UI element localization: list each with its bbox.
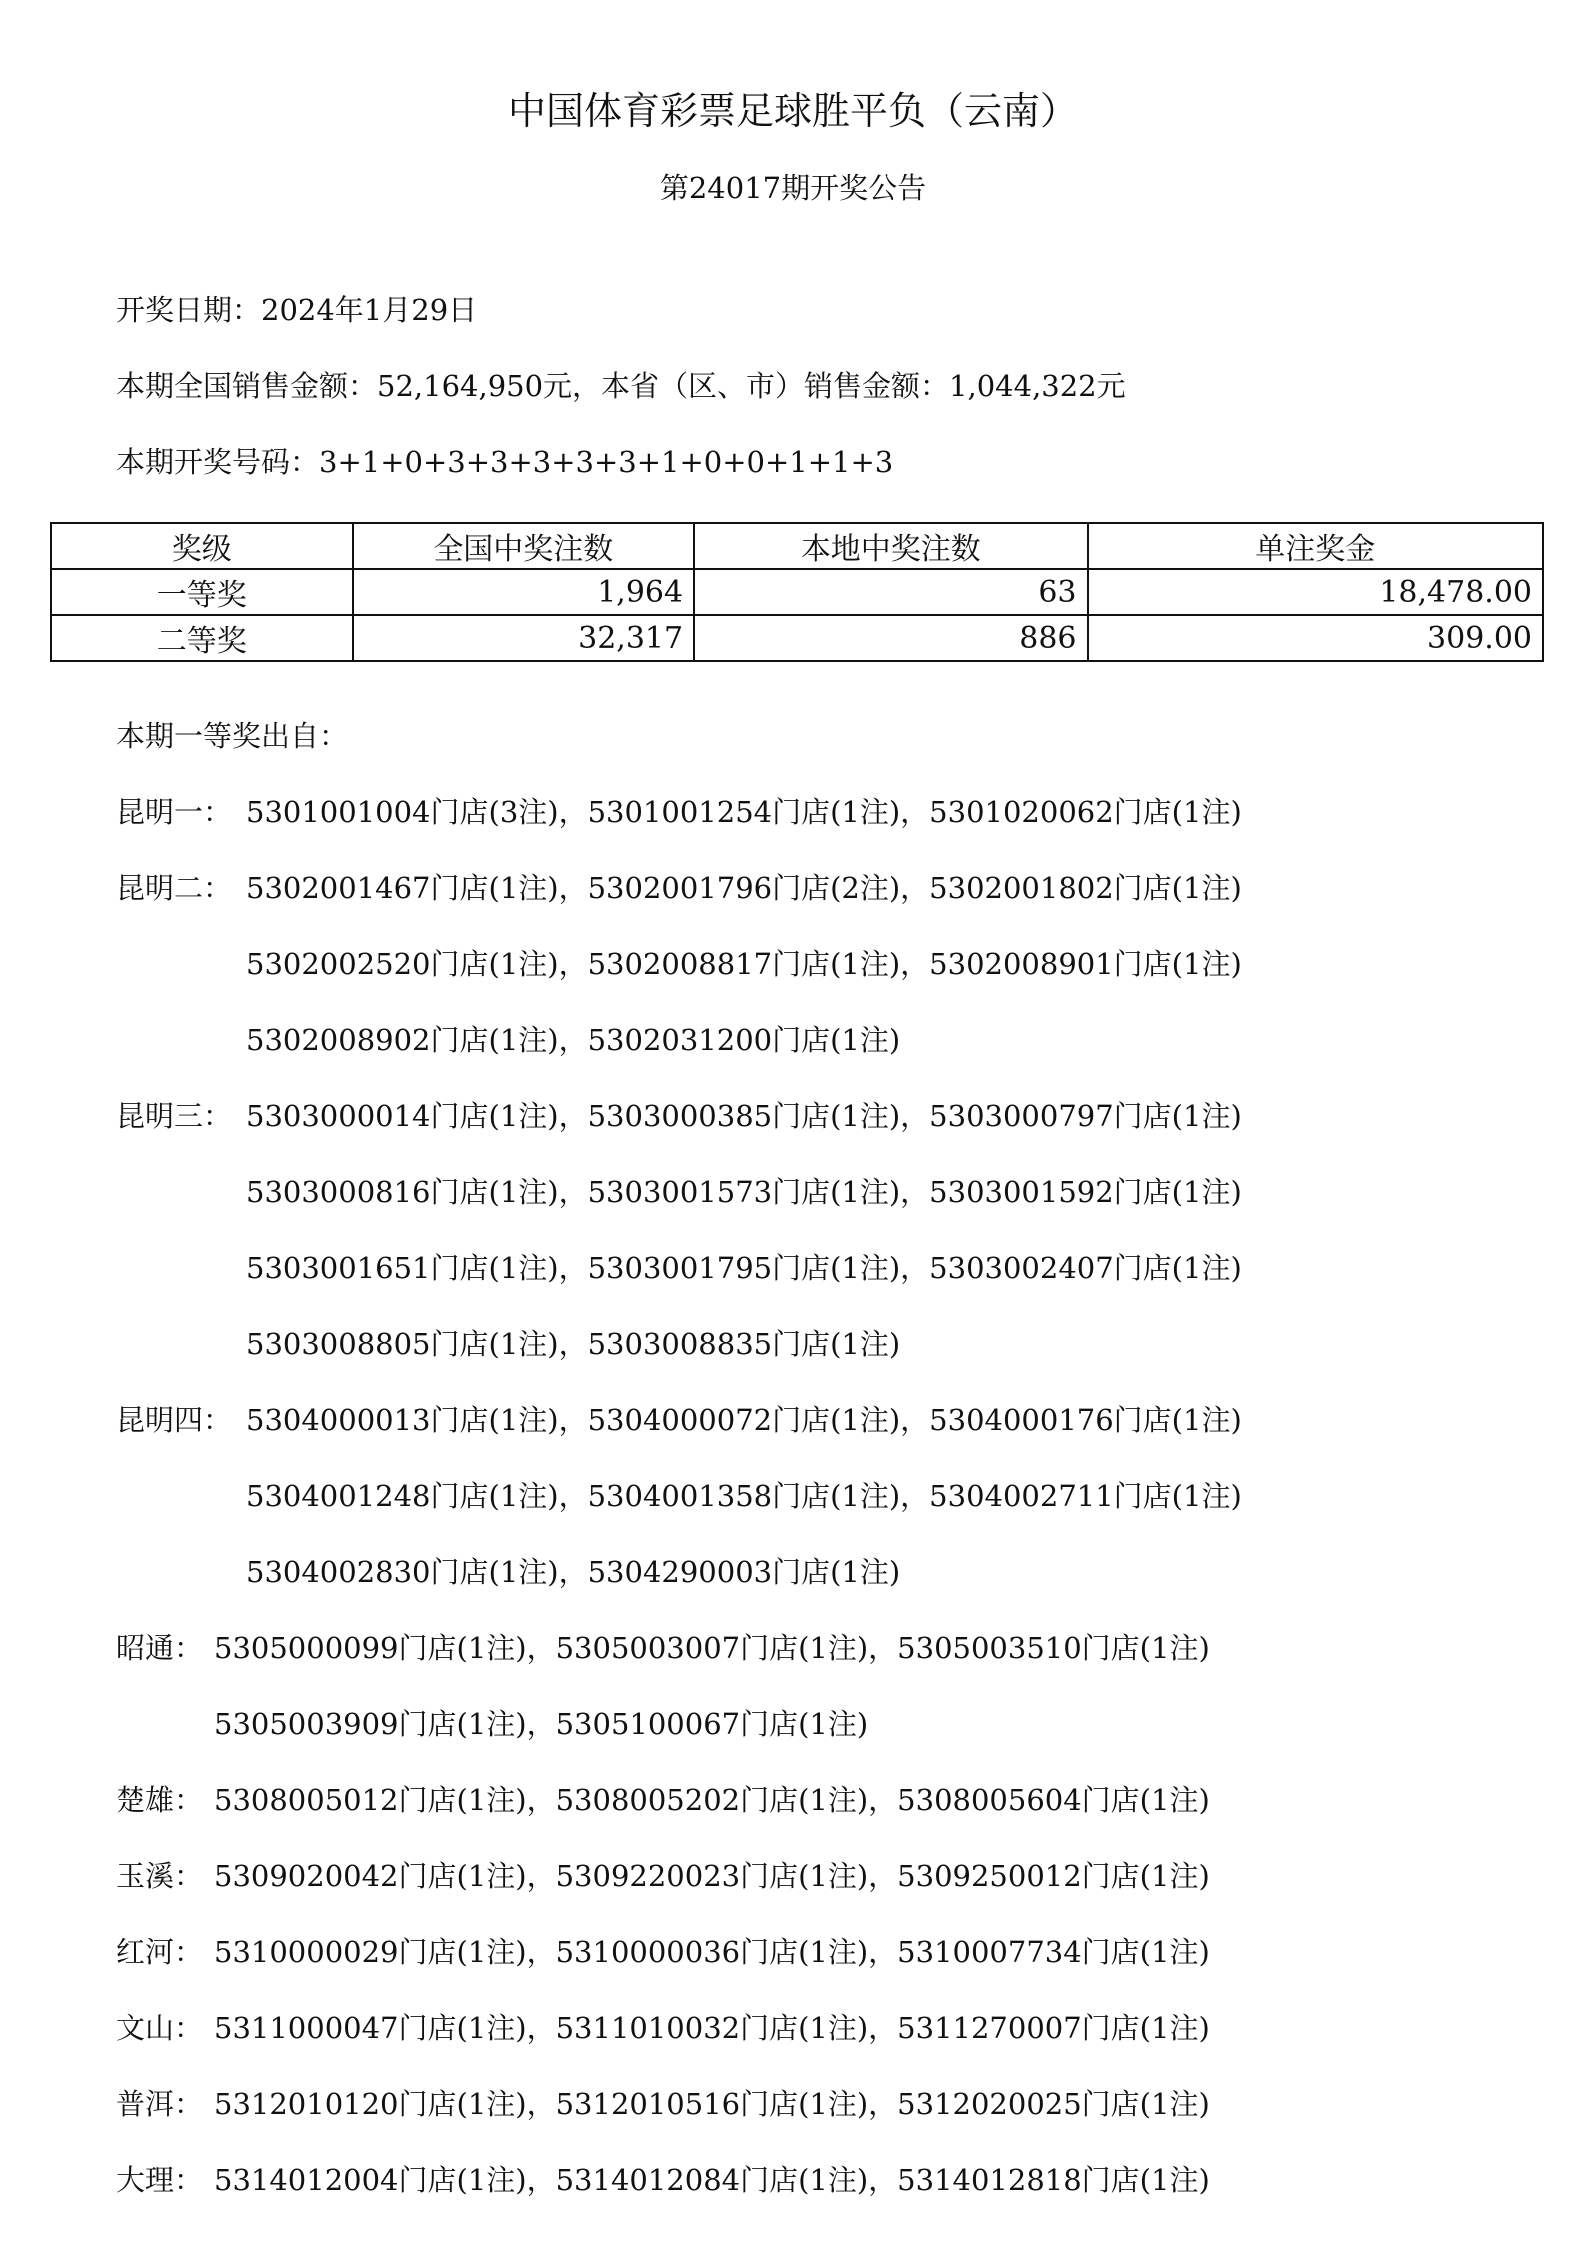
winning-numbers: 本期开奖号码：3+1+0+3+3+3+3+3+1+0+0+1+1+3 (116, 445, 894, 479)
shop-line: 5308005012门店(1注)，5308005202门店(1注)，5308005604门店(1注) (214, 1783, 1210, 1817)
shop-line: 5312010120门店(1注)，5312010516门店(1注)，5312020025门店(1注) (214, 2087, 1210, 2121)
shop-line: 5301001004门店(3注)，5301001254门店(1注)，5301020062门店(1注) (246, 795, 1242, 829)
region-label: 昭通： (116, 1631, 204, 1665)
shop-line: 5303001651门店(1注)，5303001795门店(1注)，5303002407门店(1注) (246, 1251, 1242, 1285)
page-subtitle: 第24017期开奖公告 (659, 171, 927, 205)
shop-line: 5304002830门店(1注)，5304290003门店(1注) (246, 1555, 901, 1589)
shop-line: 5310000029门店(1注)，5310000036门店(1注)，5310007734门店(1注) (214, 1935, 1210, 1969)
shop-line: 5303008805门店(1注)，5303008835门店(1注) (246, 1327, 901, 1361)
local-winners-cell: 63 (694, 569, 1087, 615)
shop-line: 5305000099门店(1注)，5305003007门店(1注)，5305003510门店(1注) (214, 1631, 1210, 1665)
prize-level-cell: 一等奖 (51, 569, 353, 615)
header-prize-level: 奖级 (51, 523, 353, 569)
page-title: 中国体育彩票足球胜平负（云南） (507, 89, 1078, 133)
prize-table-header-row (51, 523, 1543, 569)
shop-line: 5303000014门店(1注)，5303000385门店(1注)，5303000797门店(1注) (246, 1099, 1242, 1133)
local-winners-cell: 886 (694, 615, 1087, 661)
first-prize-heading: 本期一等奖出自： (116, 719, 349, 753)
region-label: 文山： (116, 2011, 204, 2045)
region-label: 红河： (116, 1935, 204, 1969)
national-winners-cell: 1,964 (353, 569, 695, 615)
shop-line: 5302002520门店(1注)，5302008817门店(1注)，5302008901门店(1注) (246, 947, 1242, 981)
prize-amount-cell: 309.00 (1088, 615, 1543, 661)
shop-line: 5304000013门店(1注)，5304000072门店(1注)，5304000176门店(1注) (246, 1403, 1242, 1437)
region-label: 玉溪： (116, 1859, 204, 1893)
shop-line: 5309020042门店(1注)，5309220023门店(1注)，5309250012门店(1注) (214, 1859, 1210, 1893)
draw-date: 开奖日期：2024年1月29日 (116, 293, 478, 327)
shop-line: 5305003909门店(1注)，5305100067门店(1注) (214, 1707, 869, 1741)
region-label: 昆明二： (116, 871, 233, 905)
region-label: 楚雄： (116, 1783, 204, 1817)
region-label: 昆明一： (116, 795, 233, 829)
header-national-winners: 全国中奖注数 (353, 523, 695, 569)
region-label: 大理： (116, 2163, 204, 2197)
shop-line: 5302008902门店(1注)，5302031200门店(1注) (246, 1023, 901, 1057)
region-label: 普洱： (116, 2087, 204, 2121)
prize-table (50, 522, 1544, 662)
prize-level-cell: 二等奖 (51, 615, 353, 661)
shop-line: 5311000047门店(1注)，5311010032门店(1注)，5311270007门店(1注) (214, 2011, 1210, 2045)
header-prize-amount: 单注奖金 (1088, 523, 1543, 569)
table-row (51, 615, 1543, 661)
national-winners-cell: 32,317 (353, 615, 695, 661)
table-row (51, 569, 1543, 615)
shop-line: 5314012004门店(1注)，5314012084门店(1注)，5314012818门店(1注) (214, 2163, 1210, 2197)
region-label: 昆明三： (116, 1099, 233, 1133)
shop-line: 5303000816门店(1注)，5303001573门店(1注)，5303001592门店(1注) (246, 1175, 1242, 1209)
region-label: 昆明四： (116, 1403, 233, 1437)
prize-amount-cell: 18,478.00 (1088, 569, 1543, 615)
header-local-winners: 本地中奖注数 (694, 523, 1087, 569)
sales-amount: 本期全国销售金额：52,164,950元，本省（区、市）销售金额：1,044,322元 (116, 369, 1126, 403)
shop-line: 5302001467门店(1注)，5302001796门店(2注)，5302001802门店(1注) (246, 871, 1242, 905)
shop-line: 5304001248门店(1注)，5304001358门店(1注)，5304002711门店(1注) (246, 1479, 1242, 1513)
